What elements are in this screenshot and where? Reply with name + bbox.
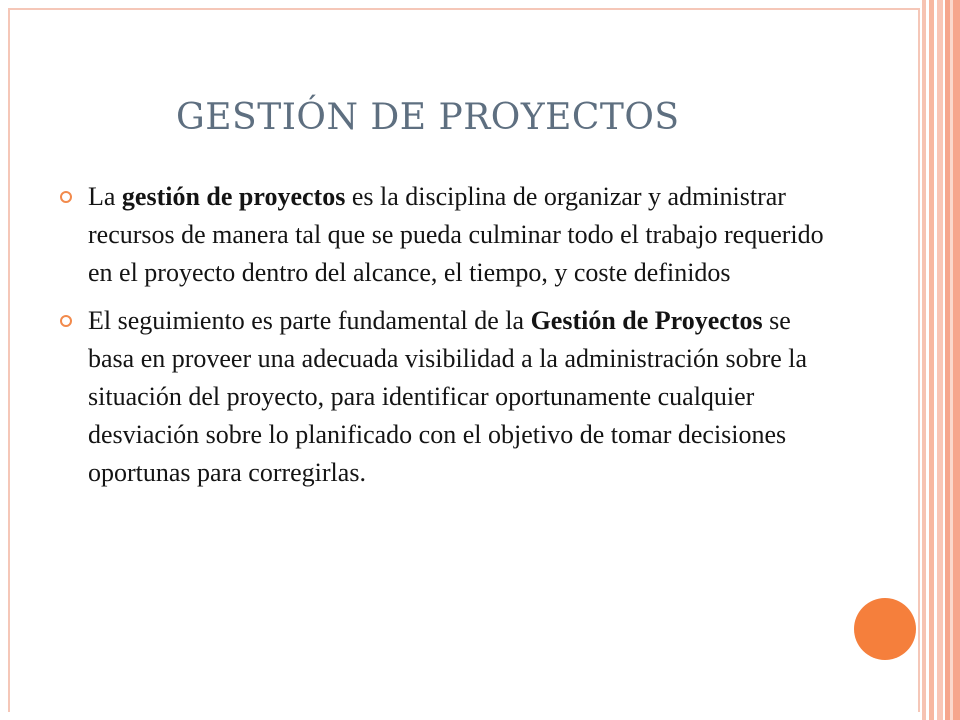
bullet-text-bold: Gestión de Proyectos (530, 306, 763, 335)
bullet-text-bold: gestión de proyectos (121, 182, 346, 211)
decorative-stripe (950, 0, 953, 720)
decorative-circle (854, 598, 916, 660)
bullet-text (88, 182, 824, 287)
slide-title: GESTIÓN DE PROYECTOS (176, 97, 680, 138)
bullet-text-pre: La (88, 182, 122, 211)
bullet-circle-icon (60, 315, 72, 327)
bullet-item (60, 302, 830, 492)
bullet-text-pre: El seguimiento es parte fundamental de la (88, 306, 531, 335)
bullet-circle-icon (60, 191, 72, 203)
bullet-text-post: se basa en proveer una adecuada visibilidad a la administración sobre la situación del proyecto, para identificar oportunamente cualquier desviación sobre lo planificado con el objetivo de tomar decisiones oportunas para corregirlas. (88, 306, 808, 487)
bullet-item (60, 178, 830, 292)
decorative-stripe (922, 0, 926, 720)
bullet-list (60, 178, 830, 502)
bullet-text (88, 306, 807, 487)
bullet-text-post: es la disciplina de organizar y administrar recursos de manera tal que se pueda culminar todo el trabajo requerido en el proyecto dentro del alcance, el tiempo, y coste definidos (88, 182, 824, 287)
decorative-stripe (929, 0, 934, 720)
decorative-stripe (937, 0, 943, 720)
